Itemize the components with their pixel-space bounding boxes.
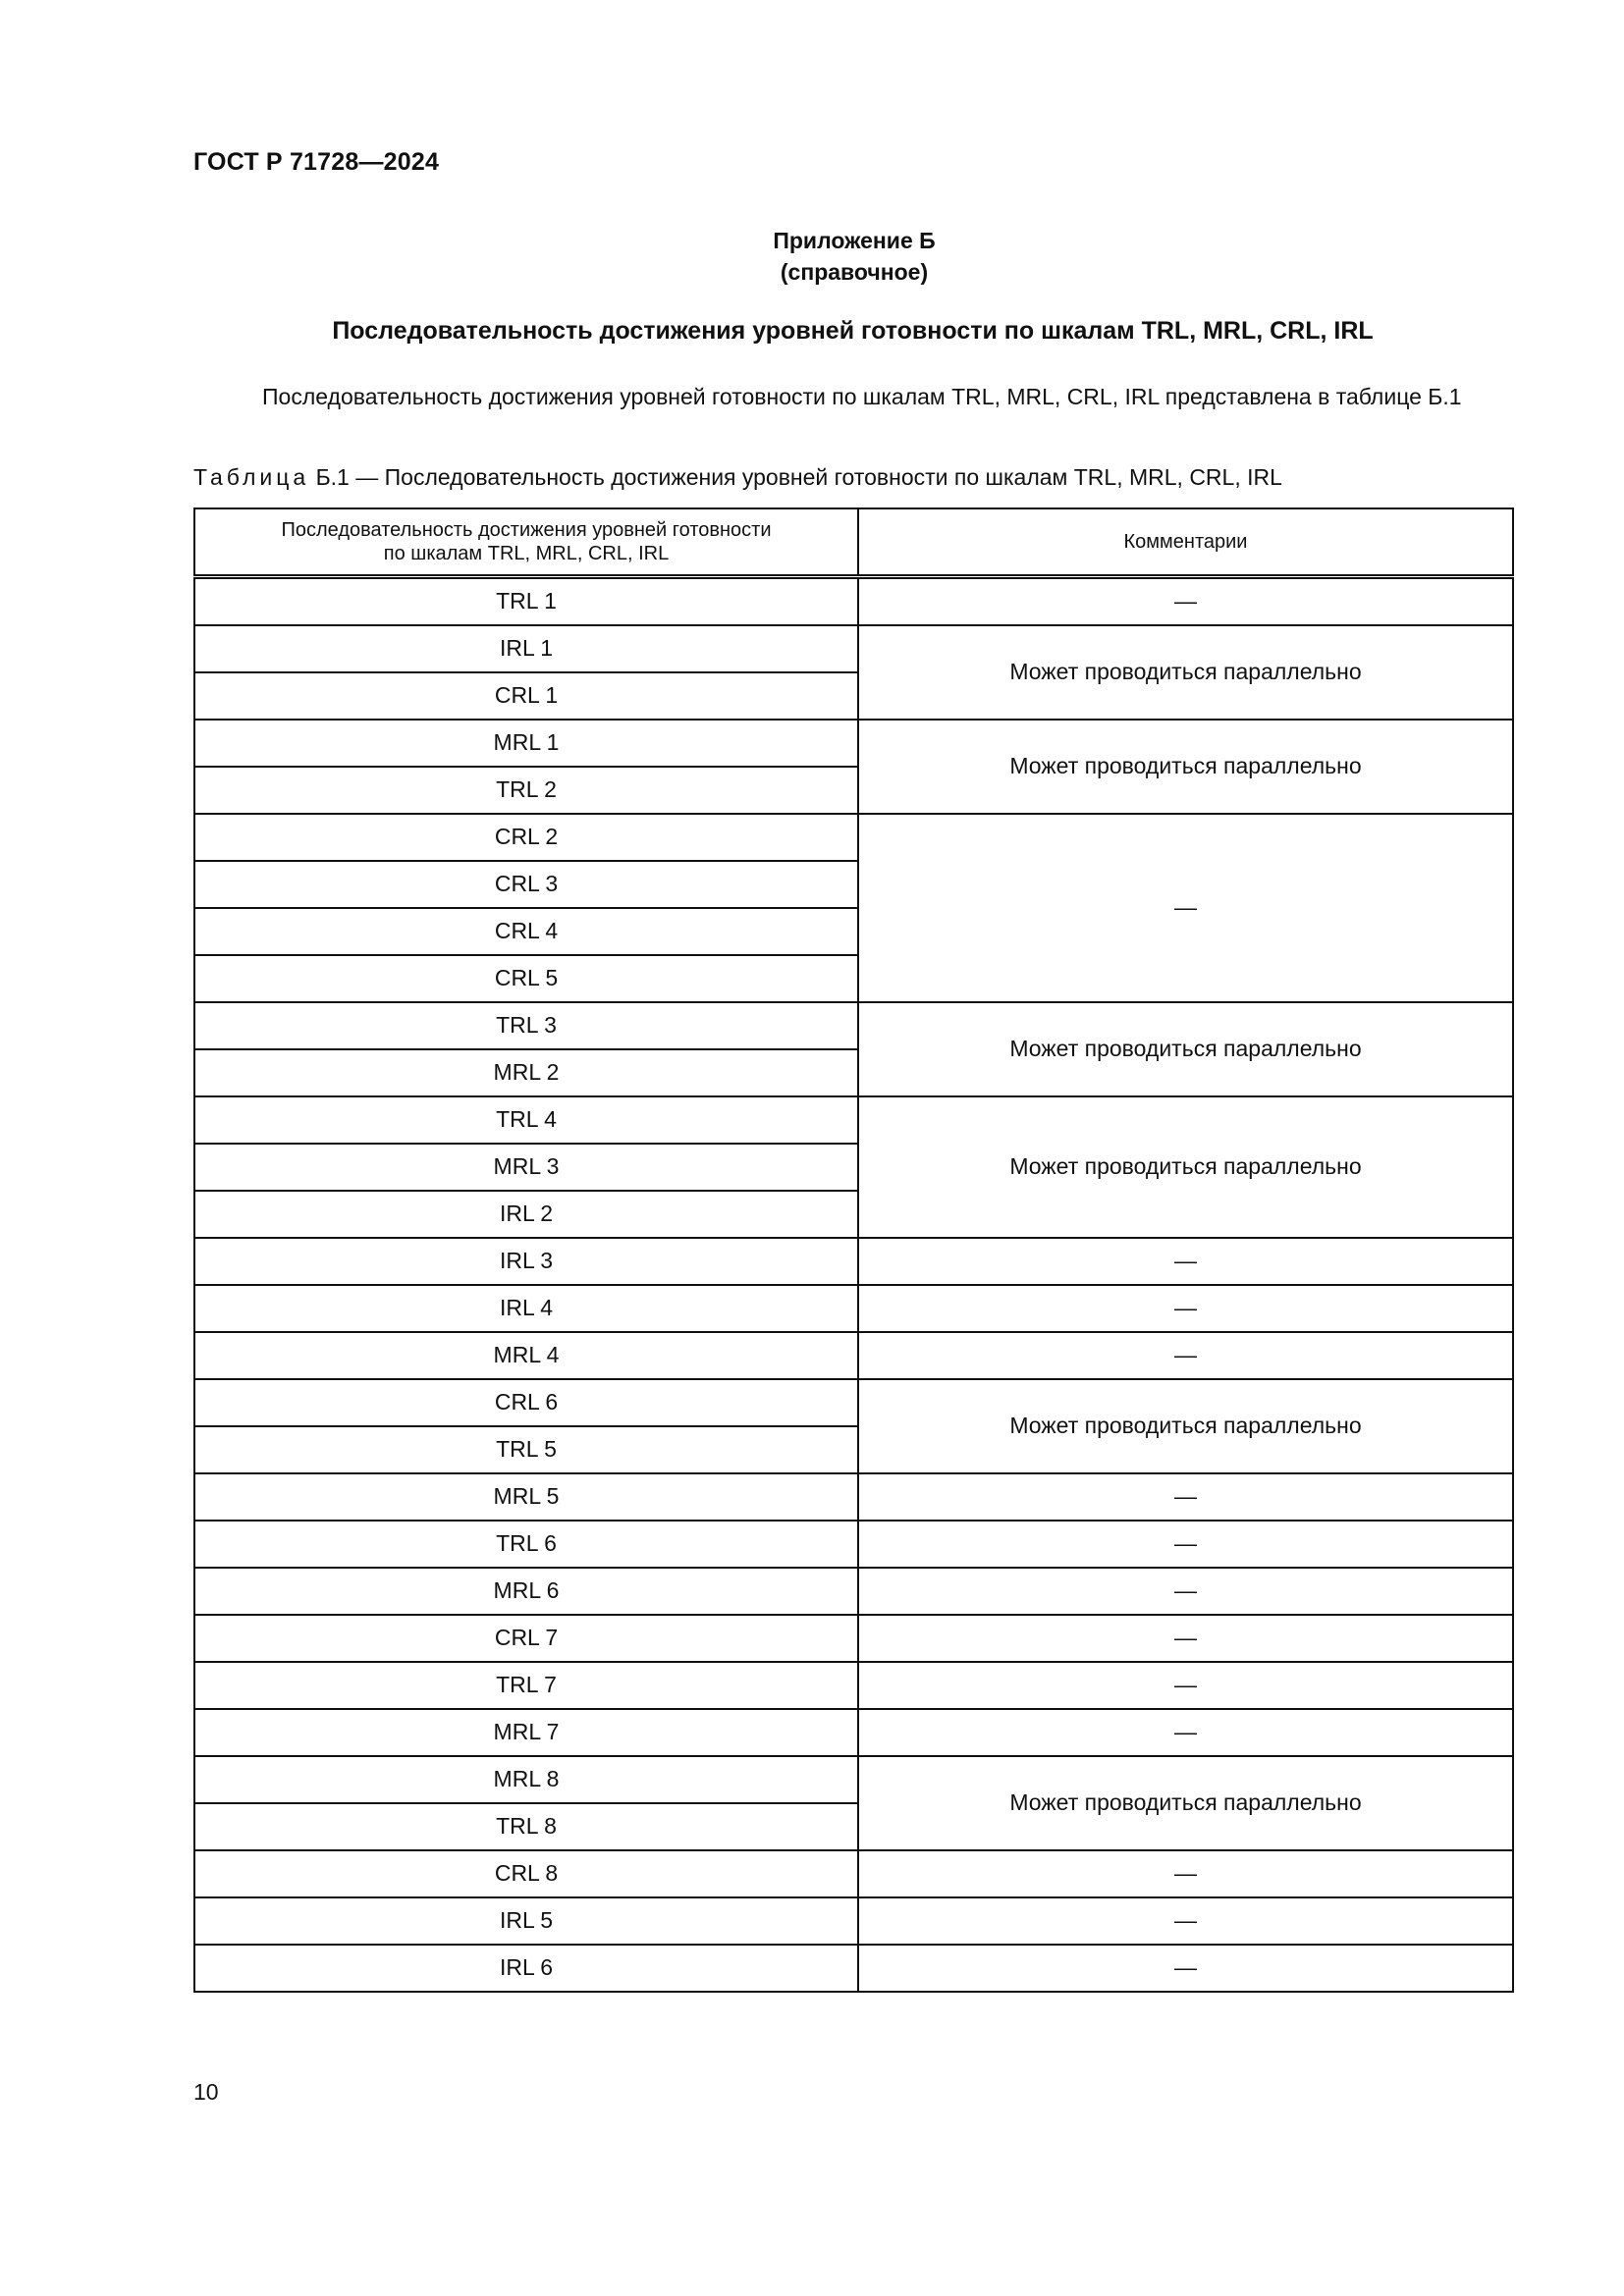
header-sequence-line1: Последовательность достижения уровней готовности [281, 519, 772, 541]
comment-cell: Может проводиться параллельно [858, 720, 1513, 814]
table-row [194, 1850, 1513, 1897]
table-row [194, 1945, 1513, 1992]
comment-cell: Может проводиться параллельно [858, 1379, 1513, 1473]
comment-cell: Может проводиться параллельно [858, 1096, 1513, 1238]
level-cell: TRL 3 [194, 1002, 858, 1049]
intro-paragraph: Последовательность достижения уровней готовности по шкалам TRL, MRL, CRL, IRL представлена в таблице Б.1 [262, 384, 1462, 409]
comment-cell: — [858, 1568, 1513, 1615]
level-cell: MRL 7 [194, 1709, 858, 1756]
table-caption [193, 464, 1282, 491]
comment-cell: — [858, 1945, 1513, 1992]
comment-cell: — [858, 814, 1513, 1002]
comment-cell: Может проводиться параллельно [858, 625, 1513, 720]
table-header-row [194, 508, 1513, 577]
level-cell: IRL 1 [194, 625, 858, 672]
table-row [194, 1662, 1513, 1709]
table-row [194, 1379, 1513, 1426]
table-row [194, 720, 1513, 767]
level-cell: CRL 5 [194, 955, 858, 1002]
table-row [194, 577, 1513, 626]
level-cell: CRL 6 [194, 1379, 858, 1426]
level-cell: IRL 6 [194, 1945, 858, 1992]
level-cell: MRL 4 [194, 1332, 858, 1379]
appendix-type: (справочное) [780, 259, 929, 285]
table-row [194, 625, 1513, 672]
level-cell: CRL 2 [194, 814, 858, 861]
level-cell: TRL 1 [194, 577, 858, 626]
table-row [194, 1756, 1513, 1803]
table-row [194, 1897, 1513, 1945]
level-cell: MRL 8 [194, 1756, 858, 1803]
level-cell: IRL 2 [194, 1191, 858, 1238]
comment-cell: — [858, 1285, 1513, 1332]
level-cell: CRL 3 [194, 861, 858, 908]
comment-cell: — [858, 1473, 1513, 1521]
table-caption-text: Б.1 — Последовательность достижения уровней готовности по шкалам TRL, MRL, CRL, IRL [309, 464, 1282, 490]
level-cell: CRL 7 [194, 1615, 858, 1662]
level-cell: CRL 8 [194, 1850, 858, 1897]
header-sequence [194, 508, 858, 577]
table-row [194, 1002, 1513, 1049]
level-cell: MRL 6 [194, 1568, 858, 1615]
level-cell: TRL 8 [194, 1803, 858, 1850]
table-caption-label: Таблица [193, 464, 310, 490]
comment-cell: — [858, 1332, 1513, 1379]
header-comments: Комментарии [858, 508, 1513, 577]
level-cell: IRL 5 [194, 1897, 858, 1945]
table-row [194, 1521, 1513, 1568]
table-row [194, 1568, 1513, 1615]
level-cell: TRL 4 [194, 1096, 858, 1144]
table-row [194, 1709, 1513, 1756]
comment-cell: — [858, 1521, 1513, 1568]
comment-cell: — [858, 1238, 1513, 1285]
table-row [194, 1096, 1513, 1144]
comment-cell: — [858, 1850, 1513, 1897]
appendix-title: Приложение Б [773, 228, 936, 253]
level-cell: IRL 3 [194, 1238, 858, 1285]
level-cell: TRL 2 [194, 767, 858, 814]
page-number: 10 [193, 2079, 219, 2105]
level-cell: TRL 7 [194, 1662, 858, 1709]
level-cell: IRL 4 [194, 1285, 858, 1332]
comment-cell: Может проводиться параллельно [858, 1002, 1513, 1096]
comment-cell: — [858, 577, 1513, 626]
comment-cell: — [858, 1615, 1513, 1662]
table-row [194, 1285, 1513, 1332]
comment-cell: — [858, 1897, 1513, 1945]
level-cell: TRL 5 [194, 1426, 858, 1473]
level-cell: MRL 3 [194, 1144, 858, 1191]
section-title: Последовательность достижения уровней готовности по шкалам TRL, MRL, CRL, IRL [332, 317, 1374, 345]
comment-cell: — [858, 1662, 1513, 1709]
table-row [194, 1238, 1513, 1285]
document-code: ГОСТ Р 71728—2024 [193, 148, 440, 176]
table-row [194, 1615, 1513, 1662]
header-sequence-line2: по шкалам TRL, MRL, CRL, IRL [383, 543, 670, 564]
level-cell: CRL 4 [194, 908, 858, 955]
table-row [194, 1473, 1513, 1521]
level-cell: MRL 2 [194, 1049, 858, 1096]
level-cell: CRL 1 [194, 672, 858, 720]
readiness-sequence-table [193, 507, 1514, 1993]
table-row [194, 814, 1513, 861]
level-cell: MRL 5 [194, 1473, 858, 1521]
level-cell: TRL 6 [194, 1521, 858, 1568]
comment-cell: Может проводиться параллельно [858, 1756, 1513, 1850]
level-cell: MRL 1 [194, 720, 858, 767]
table-row [194, 1332, 1513, 1379]
comment-cell: — [858, 1709, 1513, 1756]
